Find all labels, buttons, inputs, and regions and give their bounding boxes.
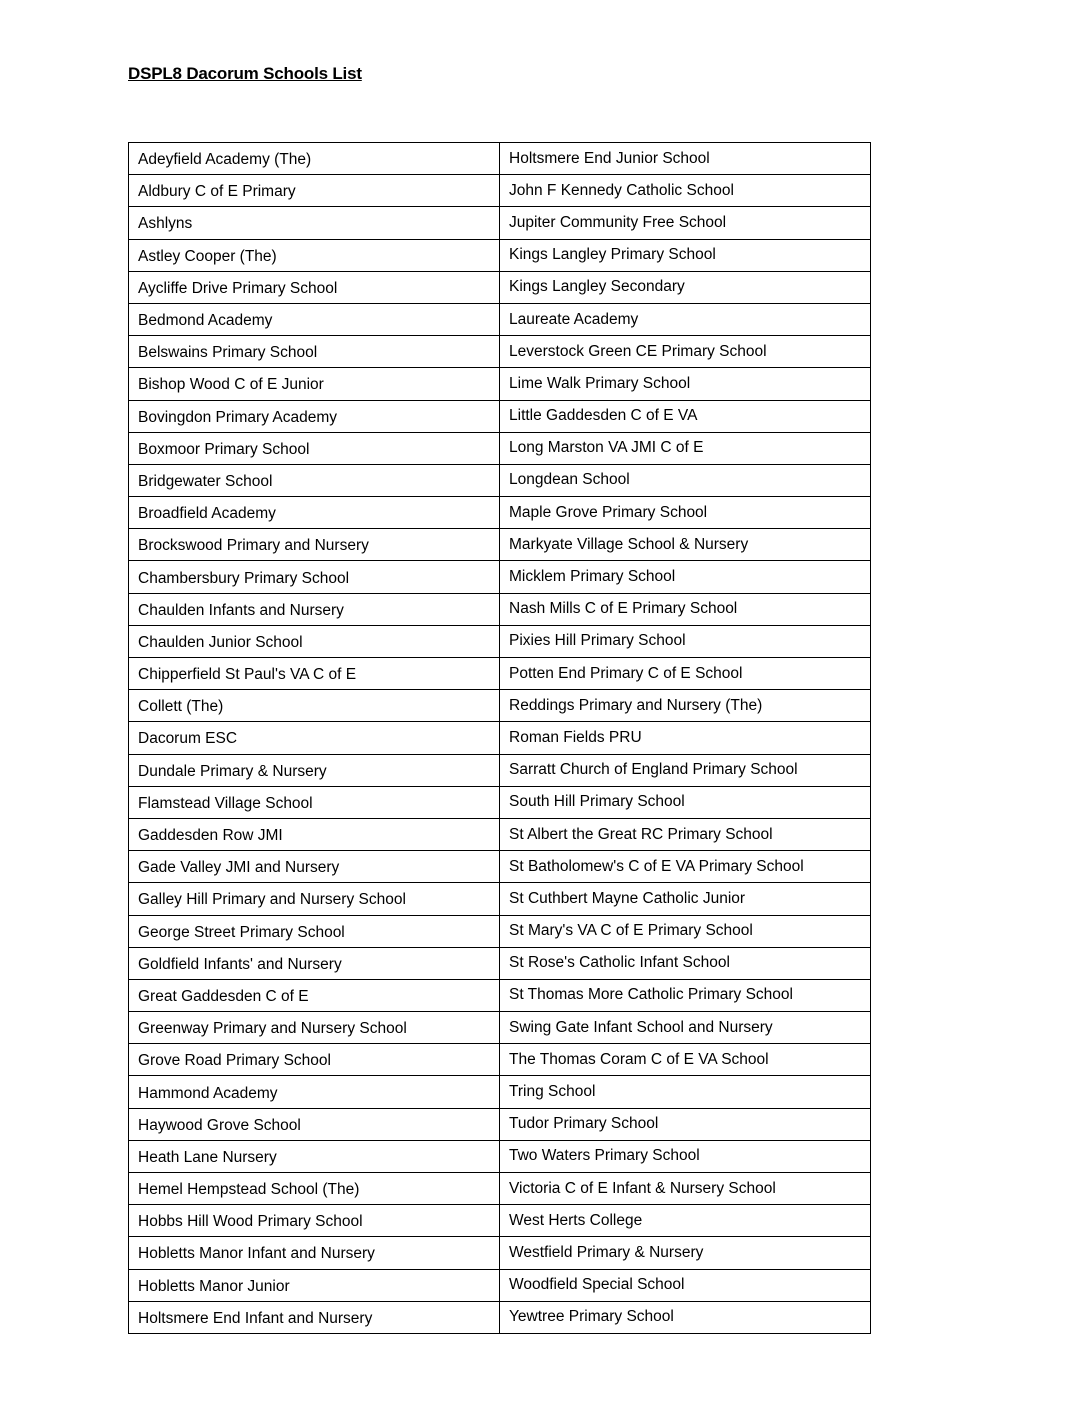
school-name-right: Long Marston VA JMI C of E <box>500 432 871 464</box>
page-title: DSPL8 Dacorum Schools List <box>128 64 362 83</box>
school-name-left: Aldbury C of E Primary <box>129 175 500 207</box>
school-name-left: Dacorum ESC <box>129 722 500 754</box>
school-name-left: Bovingdon Primary Academy <box>129 400 500 432</box>
school-name-left: Hobletts Manor Junior <box>129 1269 500 1301</box>
school-name-left: Hemel Hempstead School (The) <box>129 1173 500 1205</box>
table-row <box>129 1205 871 1237</box>
school-name-left: Flamstead Village School <box>129 786 500 818</box>
school-name-right: Yewtree Primary School <box>500 1301 871 1333</box>
school-name-right: St Cuthbert Mayne Catholic Junior <box>500 883 871 915</box>
school-name-right: St Albert the Great RC Primary School <box>500 818 871 850</box>
table-row <box>129 1044 871 1076</box>
school-name-right: Westfield Primary & Nursery <box>500 1237 871 1269</box>
table-row <box>129 593 871 625</box>
school-name-right: Maple Grove Primary School <box>500 497 871 529</box>
table-row <box>129 754 871 786</box>
school-name-left: Ashlyns <box>129 207 500 239</box>
school-name-right: Two Waters Primary School <box>500 1140 871 1172</box>
school-name-right: John F Kennedy Catholic School <box>500 175 871 207</box>
school-name-left: Gade Valley JMI and Nursery <box>129 851 500 883</box>
school-name-left: Greenway Primary and Nursery School <box>129 1012 500 1044</box>
school-name-left: Bedmond Academy <box>129 303 500 335</box>
school-name-left: Goldfield Infants' and Nursery <box>129 947 500 979</box>
school-name-left: Galley Hill Primary and Nursery School <box>129 883 500 915</box>
table-row <box>129 336 871 368</box>
school-name-left: Brockswood Primary and Nursery <box>129 529 500 561</box>
table-row <box>129 143 871 175</box>
table-row <box>129 1076 871 1108</box>
school-name-right: Reddings Primary and Nursery (The) <box>500 690 871 722</box>
school-name-left: Bishop Wood C of E Junior <box>129 368 500 400</box>
school-name-right: St Rose's Catholic Infant School <box>500 947 871 979</box>
table-row <box>129 1012 871 1044</box>
school-name-right: South Hill Primary School <box>500 786 871 818</box>
school-name-right: Holtsmere End Junior School <box>500 143 871 175</box>
school-name-right: Markyate Village School & Nursery <box>500 529 871 561</box>
table-row <box>129 625 871 657</box>
school-name-right: Roman Fields PRU <box>500 722 871 754</box>
table-row <box>129 658 871 690</box>
school-name-right: Kings Langley Primary School <box>500 239 871 271</box>
table-row <box>129 464 871 496</box>
table-row <box>129 303 871 335</box>
table-row <box>129 368 871 400</box>
school-name-right: Little Gaddesden C of E VA <box>500 400 871 432</box>
school-name-right: The Thomas Coram C of E VA School <box>500 1044 871 1076</box>
school-name-left: Belswains Primary School <box>129 336 500 368</box>
school-name-right: St Mary's VA C of E Primary School <box>500 915 871 947</box>
school-name-right: West Herts College <box>500 1205 871 1237</box>
school-name-left: Chambersbury Primary School <box>129 561 500 593</box>
school-name-right: Longdean School <box>500 464 871 496</box>
school-name-right: Leverstock Green CE Primary School <box>500 336 871 368</box>
school-name-right: Tring School <box>500 1076 871 1108</box>
school-name-left: Chaulden Infants and Nursery <box>129 593 500 625</box>
table-row <box>129 207 871 239</box>
school-name-right: Nash Mills C of E Primary School <box>500 593 871 625</box>
schools-table <box>128 142 871 1334</box>
school-name-right: Laureate Academy <box>500 303 871 335</box>
table-row <box>129 818 871 850</box>
school-name-right: Potten End Primary C of E School <box>500 658 871 690</box>
school-name-right: St Batholomew's C of E VA Primary School <box>500 851 871 883</box>
table-row <box>129 1108 871 1140</box>
table-row <box>129 239 871 271</box>
school-name-left: Holtsmere End Infant and Nursery <box>129 1301 500 1333</box>
school-name-right: Kings Langley Secondary <box>500 271 871 303</box>
table-row <box>129 271 871 303</box>
table-row <box>129 1237 871 1269</box>
table-row <box>129 1140 871 1172</box>
school-name-right: Pixies Hill Primary School <box>500 625 871 657</box>
table-row <box>129 400 871 432</box>
school-name-left: Broadfield Academy <box>129 497 500 529</box>
school-name-left: Aycliffe Drive Primary School <box>129 271 500 303</box>
school-name-left: Astley Cooper (The) <box>129 239 500 271</box>
table-row <box>129 883 871 915</box>
school-name-right: Swing Gate Infant School and Nursery <box>500 1012 871 1044</box>
school-name-right: Sarratt Church of England Primary School <box>500 754 871 786</box>
school-name-left: Gaddesden Row JMI <box>129 818 500 850</box>
school-name-left: Bridgewater School <box>129 464 500 496</box>
school-name-right: Woodfield Special School <box>500 1269 871 1301</box>
table-row <box>129 1173 871 1205</box>
table-row <box>129 947 871 979</box>
school-name-left: Collett (The) <box>129 690 500 722</box>
table-row <box>129 432 871 464</box>
school-name-left: George Street Primary School <box>129 915 500 947</box>
table-row <box>129 851 871 883</box>
table-row <box>129 690 871 722</box>
school-name-right: Micklem Primary School <box>500 561 871 593</box>
school-name-left: Hobletts Manor Infant and Nursery <box>129 1237 500 1269</box>
table-row <box>129 979 871 1011</box>
school-name-right: Jupiter Community Free School <box>500 207 871 239</box>
table-row <box>129 1269 871 1301</box>
table-row <box>129 497 871 529</box>
school-name-right: Victoria C of E Infant & Nursery School <box>500 1173 871 1205</box>
school-name-left: Heath Lane Nursery <box>129 1140 500 1172</box>
school-name-left: Adeyfield Academy (The) <box>129 143 500 175</box>
table-row <box>129 786 871 818</box>
school-name-left: Great Gaddesden C of E <box>129 979 500 1011</box>
school-name-left: Chaulden Junior School <box>129 625 500 657</box>
school-name-left: Chipperfield St Paul's VA C of E <box>129 658 500 690</box>
school-name-left: Haywood Grove School <box>129 1108 500 1140</box>
table-row <box>129 915 871 947</box>
school-name-right: Tudor Primary School <box>500 1108 871 1140</box>
school-name-left: Dundale Primary & Nursery <box>129 754 500 786</box>
school-name-left: Boxmoor Primary School <box>129 432 500 464</box>
table-row <box>129 175 871 207</box>
school-name-left: Hammond Academy <box>129 1076 500 1108</box>
table-row <box>129 529 871 561</box>
table-row <box>129 722 871 754</box>
table-row <box>129 561 871 593</box>
schools-table-body <box>129 143 871 1334</box>
school-name-left: Grove Road Primary School <box>129 1044 500 1076</box>
school-name-right: St Thomas More Catholic Primary School <box>500 979 871 1011</box>
table-row <box>129 1301 871 1333</box>
school-name-left: Hobbs Hill Wood Primary School <box>129 1205 500 1237</box>
school-name-right: Lime Walk Primary School <box>500 368 871 400</box>
